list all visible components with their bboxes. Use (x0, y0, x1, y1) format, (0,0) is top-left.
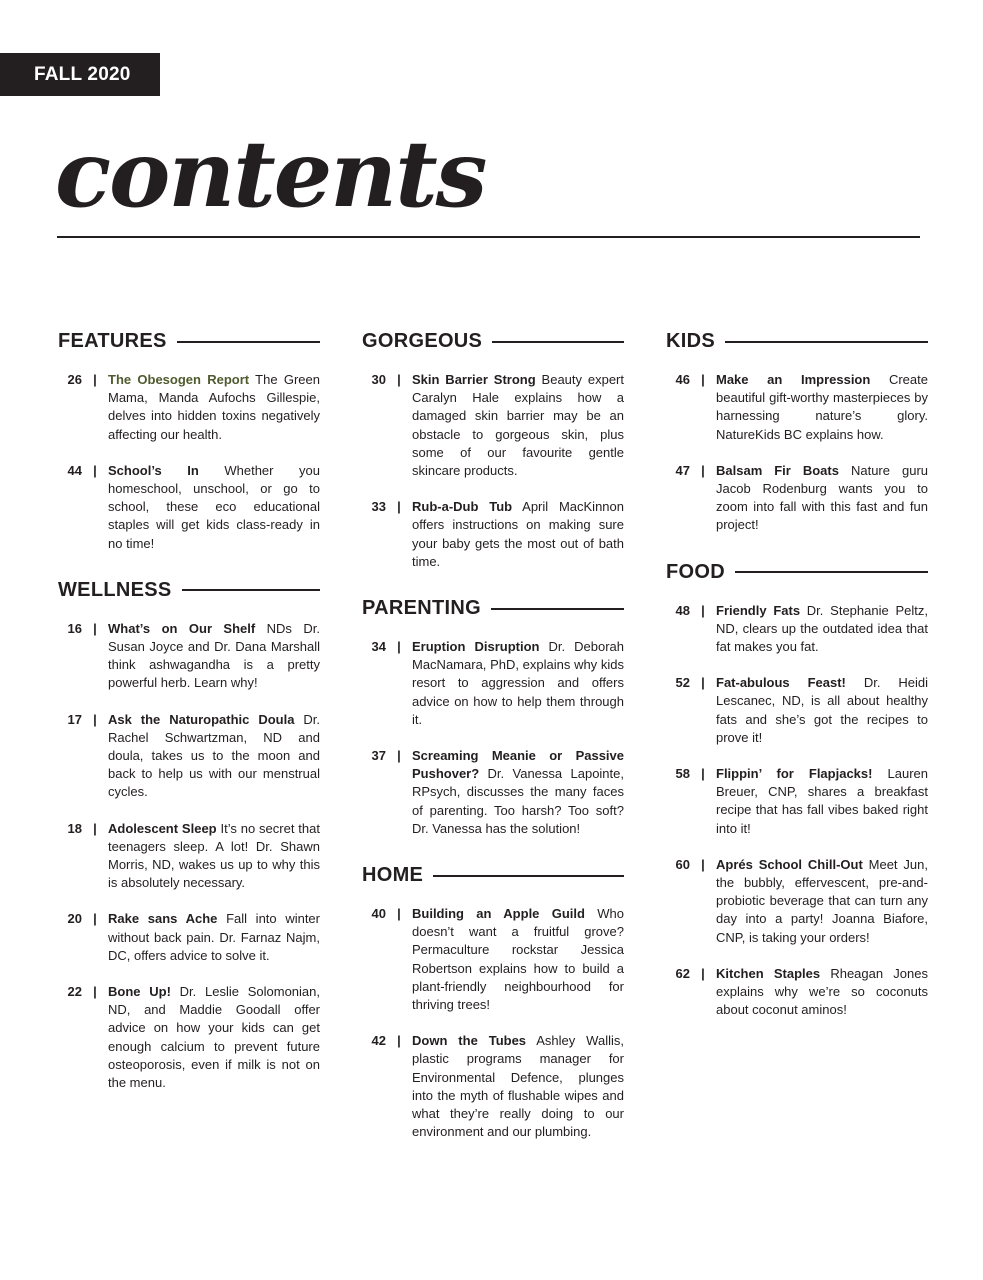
entry-title: Adolescent Sleep (108, 820, 217, 836)
entry-description: Dr. Heidi Lescanec, ND, is all about healthy fats and she’s got the recipes to prove it! (716, 675, 928, 745)
toc-entry[interactable] (666, 462, 928, 535)
page-number: 20 (67, 911, 82, 927)
page-number: 47 (675, 462, 690, 478)
separator: | (397, 748, 401, 764)
page-number: 60 (675, 856, 690, 872)
section-heading-rule (433, 875, 624, 877)
entry-text (716, 462, 928, 535)
section-heading-text: KIDS (666, 330, 715, 352)
entry-text (716, 765, 928, 838)
section-heading-text: WELLNESS (58, 578, 172, 601)
toc-entry[interactable] (666, 371, 928, 444)
toc-entry[interactable] (362, 747, 624, 838)
entry-title: Rake sans Ache (108, 911, 218, 927)
toc-entry[interactable] (666, 765, 928, 838)
entry-title: Flippin’ for Flapjacks! (716, 766, 873, 782)
section-heading (666, 330, 928, 353)
entry-text (108, 371, 320, 444)
entry-title: Aprés School Chill-Out (716, 856, 863, 872)
entry-description: Create beautiful gift-worthy masterpieces by harnessing nature’s glory. NatureKids BC explains how. (716, 372, 928, 442)
entry-description: Nature guru Jacob Rodenburg wants you to zoom into fall with this fast and fun project! (716, 462, 928, 533)
toc-entry[interactable] (58, 462, 320, 553)
entry-text (716, 371, 928, 444)
entry-description: Lauren Breuer, CNP, shares a breakfast recipe that has fall vibes baked right into it! (716, 766, 928, 836)
section-heading-rule (491, 608, 624, 610)
entry-title: Ask the Naturopathic Doula (108, 711, 295, 727)
column-1 (58, 330, 320, 1118)
entry-text (108, 983, 320, 1092)
separator: | (93, 372, 97, 387)
separator: | (397, 639, 401, 655)
entry-title: Eruption Disruption (412, 639, 540, 655)
separator: | (397, 1033, 401, 1049)
entry-text (716, 602, 928, 657)
separator: | (93, 911, 97, 927)
column-2 (362, 330, 624, 1168)
entry-description: Dr. Vanessa Lapointe, RPsych, discusses the many faces of parenting. Too harsh? Too soft? Dr. Vanessa has the solution! (412, 766, 624, 836)
entry-title: Down the Tubes (412, 1033, 527, 1049)
entry-text (412, 1032, 624, 1141)
entry-description: The Green Mama, Manda Aufochs Gillespie, delves into hidden toxins negatively affecting our health. (108, 372, 320, 442)
page-number: 30 (371, 372, 386, 387)
section-heading (58, 330, 320, 353)
page-number: 16 (67, 620, 82, 636)
separator: | (93, 620, 97, 636)
page-number: 17 (67, 711, 82, 727)
section-home (362, 864, 624, 1141)
page-number: 52 (675, 675, 690, 691)
entry-text (716, 965, 928, 1020)
title-divider (57, 236, 920, 238)
separator: | (701, 602, 705, 618)
entry-description: Fall into winter without back pain. Dr. Farnaz Najm, DC, offers advice to solve it. (108, 911, 320, 963)
separator: | (93, 820, 97, 836)
toc-entry[interactable] (58, 620, 320, 693)
entry-description: Dr. Stephanie Peltz, ND, clears up the outdated idea that fat makes you fat. (716, 602, 928, 655)
section-wellness (58, 579, 320, 1092)
toc-entry[interactable] (58, 371, 320, 444)
toc-entry[interactable] (58, 983, 320, 1092)
entry-description: Dr. Leslie Solomonian, ND, and Maddie Goodall offer advice on how your kids can get enough calcium to prevent future osteoporosis, even if milk is not on the menu. (108, 984, 320, 1091)
section-heading-text: GORGEOUS (362, 330, 483, 352)
separator: | (701, 372, 705, 387)
entry-title: School’s In (108, 462, 199, 478)
entry-description: Beauty expert Caralyn Hale explains how a damaged skin barrier may be an obstacle to gorgeous skin, plus some of our favourite gentle skincare products. (412, 372, 625, 479)
entry-title: Rub-a-Dub Tub (412, 499, 513, 515)
page-number: 33 (371, 499, 386, 515)
separator: | (397, 372, 401, 387)
entry-title: Make an Impression (716, 372, 871, 387)
separator: | (701, 965, 705, 981)
entry-text (108, 620, 320, 693)
page-number: 34 (371, 639, 386, 655)
entry-description: Who doesn’t want a fruitful grove? Permaculture rockstar Jessica Robertson explains how to build a plant-friendly neighbourhood for thriving trees! (412, 906, 624, 1013)
entry-text (412, 638, 624, 729)
section-heading-rule (182, 589, 320, 591)
section-heading-rule (492, 341, 624, 343)
page-number: 18 (67, 820, 82, 836)
separator: | (93, 984, 97, 1000)
entry-title: Building an Apple Guild (412, 906, 585, 922)
section-heading-rule (735, 571, 928, 573)
page-number: 48 (675, 602, 690, 618)
toc-entry[interactable] (362, 498, 624, 571)
section-food (666, 561, 928, 1020)
entry-description: It’s no secret that teenagers sleep. A lot! Dr. Shawn Morris, ND, wakes us up to why this is absolutely necessary. (108, 820, 320, 891)
separator: | (397, 906, 401, 922)
toc-entry[interactable] (362, 638, 624, 729)
issue-season-label: FALL 2020 (0, 53, 160, 96)
separator: | (701, 675, 705, 691)
entry-text (716, 856, 928, 947)
entry-title: Bone Up! (108, 984, 171, 1000)
entry-title: Kitchen Staples (716, 965, 821, 981)
section-heading (362, 864, 624, 887)
section-heading-text: HOME (362, 864, 424, 887)
entry-text (412, 747, 624, 838)
page-number: 26 (67, 372, 82, 387)
entry-description: Dr. Rachel Schwartzman, ND and doula, takes us to the moon and back to help us with our menstrual cycles. (108, 711, 320, 800)
page-number: 40 (371, 906, 386, 922)
section-heading-rule (177, 341, 320, 343)
toc-entry[interactable] (58, 711, 320, 802)
separator: | (93, 462, 97, 478)
section-kids (666, 330, 928, 535)
section-gorgeous (362, 330, 624, 571)
entry-text (108, 711, 320, 802)
entry-title: Fat-abulous Feast! (716, 675, 846, 691)
entry-text (716, 674, 928, 747)
entry-description: Meet Jun, the bubbly, effervescent, pre-and-probiotic beverage that can turn any day into a party! Joanna Biafore, CNP, is taking your orders! (716, 856, 928, 945)
section-parenting (362, 597, 624, 838)
section-heading (362, 597, 624, 620)
page-number: 62 (675, 965, 690, 981)
page-number: 58 (675, 766, 690, 782)
entry-description: Whether you homeschool, unschool, or go to school, these eco educational staples will get kids class-ready in no time! (108, 462, 320, 551)
toc-entry[interactable] (58, 820, 320, 893)
entry-title: Balsam Fir Boats (716, 462, 839, 478)
section-heading-text: FEATURES (58, 330, 167, 352)
toc-entry[interactable] (666, 674, 928, 747)
toc-entry[interactable] (362, 371, 624, 480)
page-number: 37 (371, 748, 386, 764)
entry-title: What’s on Our Shelf (108, 620, 256, 636)
entry-title: The Obesogen Report (108, 372, 250, 387)
section-heading (666, 561, 928, 584)
entry-text (108, 910, 320, 965)
toc-entry[interactable] (666, 602, 928, 657)
separator: | (93, 711, 97, 727)
column-3 (666, 330, 928, 1045)
entry-text (108, 462, 320, 553)
toc-entry[interactable] (666, 965, 928, 1020)
entry-description: April MacKinnon offers instructions on making sure your baby gets the most out of bath time. (412, 499, 624, 569)
entry-description: Dr. Deborah MacNamara, PhD, explains why kids resort to aggression and offers advice on how to help them through it. (412, 639, 624, 727)
entry-title: Friendly Fats (716, 602, 801, 618)
entry-text (412, 905, 624, 1014)
page-number: 42 (371, 1033, 386, 1049)
entry-text (108, 820, 320, 893)
toc-entry[interactable] (666, 856, 928, 947)
section-heading (362, 330, 624, 353)
section-features (58, 330, 320, 553)
entry-title: Skin Barrier Strong (412, 372, 536, 387)
entry-title: Screaming Meanie or Passive Pushover? (412, 748, 624, 782)
separator: | (701, 856, 705, 872)
section-heading-text: FOOD (666, 560, 725, 583)
toc-entry[interactable] (362, 905, 624, 1014)
toc-entry[interactable] (58, 910, 320, 965)
entry-description: Ashley Wallis, plastic programs manager for Environmental Defence, plunges into the myth of flushable wipes and what they’re really doing to our environment and our plumbing. (412, 1033, 624, 1140)
separator: | (701, 766, 705, 782)
separator: | (701, 462, 705, 478)
page-title: contents (55, 120, 486, 228)
page-number: 44 (67, 462, 82, 478)
page-number: 22 (67, 984, 82, 1000)
section-heading-rule (725, 341, 928, 343)
entry-description: NDs Dr. Susan Joyce and Dr. Dana Marshall think ashwagandha is a pretty powerful herb. Learn why! (108, 620, 320, 691)
entry-text (412, 498, 624, 571)
page-number: 46 (675, 372, 690, 387)
toc-entry[interactable] (362, 1032, 624, 1141)
entry-description: Rheagan Jones explains why we’re so coconuts about coconut aminos! (716, 965, 928, 1018)
entry-text (412, 371, 624, 480)
section-heading (58, 579, 320, 602)
separator: | (397, 499, 401, 515)
section-heading-text: PARENTING (362, 597, 481, 620)
